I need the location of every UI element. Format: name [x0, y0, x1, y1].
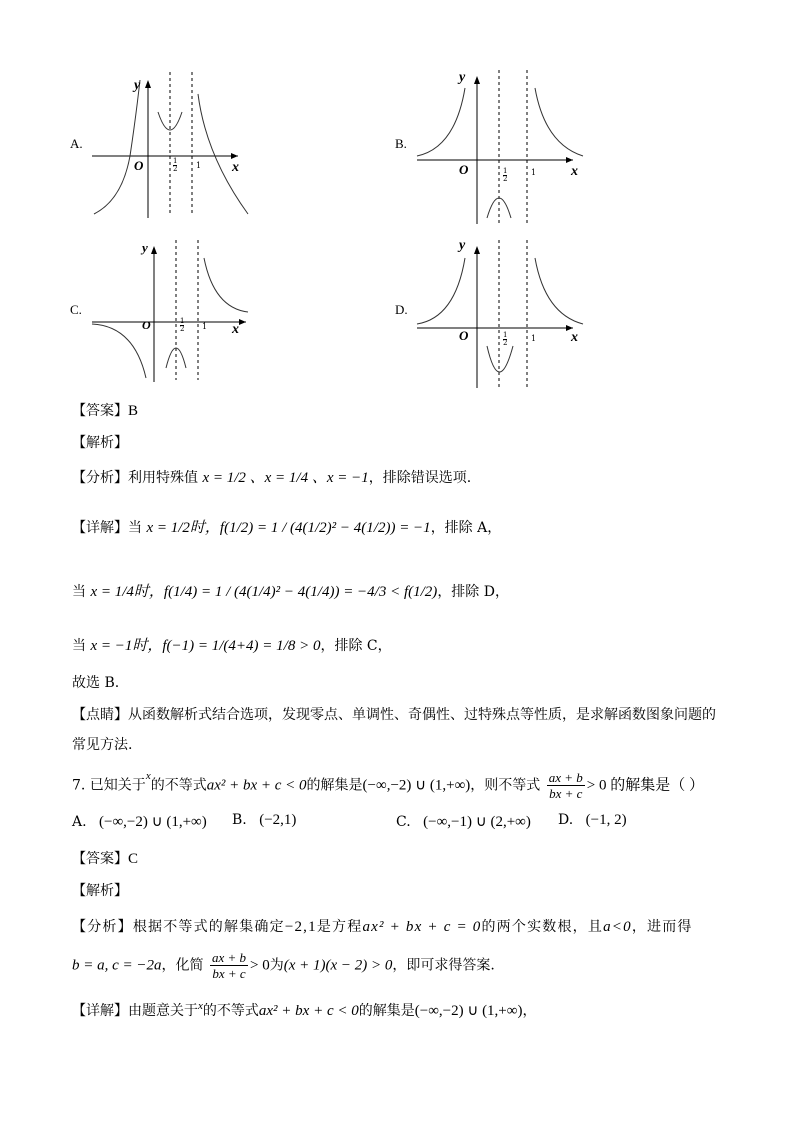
fenxi-2-fraction: $\frac{ax + b}{bx + c}$	[211, 950, 247, 981]
question-7-fraction: $\frac{ax + b}{bx + c}$	[548, 770, 583, 801]
graph-c-origin: O	[142, 318, 151, 332]
fenxi-2-line-2: b = a, c = −2a，化简 $\frac{ax + b}{bx + c}$ > 0为(x + 1)(x − 2) > 0，即可求得答案.	[72, 950, 495, 981]
analysis-1-header: 【解析】	[72, 435, 128, 451]
graph-d-plot	[395, 238, 585, 393]
graph-d-tick-one: 1	[531, 334, 537, 343]
graph-b-tick-one: 1	[531, 168, 537, 177]
question-7-option-c[interactable]: C. (−∞,−1) ∪ (2,+∞)	[396, 814, 531, 830]
xiangjie-1-math-2: x = 1/4时，f(1/4) = 1 / (4(1/4)² − 4(1/4)) = −4/3 < f(1/2)	[90, 584, 438, 600]
graph-b	[395, 68, 585, 228]
graph-b-x-label: x	[571, 164, 578, 179]
graph-b-tick-half: 1 2	[503, 167, 508, 183]
answer-value: B	[128, 403, 139, 419]
graph-d-x-label: x	[571, 330, 578, 345]
answer-tag: 【答案】	[72, 403, 128, 419]
graph-c-label: C.	[70, 302, 82, 317]
xiangjie-1-line-3: 当 x = −1时，f(−1) = 1/(4+4) = 1/8 > 0，排除 C，	[72, 638, 392, 654]
dianjing-1: 【点睛】从函数解析式结合选项，发现零点、单调性、奇偶性、过特殊点等性质，是求解函数图象问题的	[72, 707, 716, 723]
question-7-stem: 7. 已知关于$^x$的不等式ax² + bx + c < 0的解集是(−∞,−2) ∪ (1,+∞)，则不等式 $\frac{ax + b}{bx + c}$ > 0 的解集是（ ）	[72, 770, 704, 801]
graph-c-y-label: y	[142, 240, 148, 255]
analysis-2-header: 【解析】	[72, 883, 128, 899]
graph-c-x-label: x	[232, 322, 239, 337]
graph-d-y-label: y	[459, 238, 466, 253]
graph-b-y-label: y	[459, 70, 466, 85]
graph-a	[70, 70, 250, 220]
graph-a-tick-one: 1	[196, 161, 202, 170]
graph-d-origin: O	[459, 328, 469, 343]
xiangjie-1-line-2: 当 x = 1/4时，f(1/4) = 1 / (4(1/4)² − 4(1/4)) = −4/3 < f(1/2)，排除 D，	[72, 584, 509, 600]
graph-b-plot	[395, 68, 585, 228]
graph-c-tick-half: 1 2	[180, 317, 185, 333]
fenxi-1: 【分析】利用特殊值 x = 1/2 、x = 1/4 、x = −1，排除错误选项.	[72, 470, 472, 486]
graph-a-origin: O	[134, 158, 144, 173]
graph-b-label: B.	[395, 136, 407, 151]
graph-a-y-label: y	[134, 78, 141, 93]
answer-2: 【答案】C	[72, 851, 139, 867]
xiangjie-1-line-4: 故选 B.	[72, 675, 120, 691]
xiangjie-2: 【详解】由题意关于$^x$的不等式ax² + bx + c < 0的解集是(−∞,−2) ∪ (1,+∞)，	[72, 1000, 537, 1019]
graph-d-label: D.	[395, 302, 408, 317]
graph-b-origin: O	[459, 162, 469, 177]
xiangjie-1-math-1: x = 1/2时，f(1/2) = 1 / (4(1/2)² − 4(1/2)) = −1	[146, 520, 431, 536]
graph-a-label: A.	[70, 136, 83, 151]
graph-c-tick-one: 1	[202, 322, 208, 331]
answer-1	[72, 400, 138, 420]
graph-a-tick-half: 1 2	[173, 157, 178, 173]
graph-d-tick-half: 1 2	[503, 331, 508, 347]
graph-a-x-label: x	[232, 160, 239, 175]
fenxi-2-line-1: 【分析】根据不等式的解集确定−2,1是方程ax² + bx + c = 0的两个实数根，且a<0，进而得	[72, 919, 693, 935]
question-7-option-b[interactable]: B. (−2,1)	[232, 812, 297, 828]
graph-c-plot	[70, 238, 260, 388]
graph-c	[70, 238, 260, 388]
fenxi-1-math: x = 1/2 、x = 1/4 、x = −1	[202, 470, 369, 486]
question-7-option-a[interactable]: A. (−∞,−2) ∪ (1,+∞)	[72, 814, 207, 830]
graph-d	[395, 238, 585, 393]
question-7-option-d[interactable]: D. (−1, 2)	[558, 812, 627, 828]
graph-a-plot	[70, 70, 250, 220]
xiangjie-1-line-1: 【详解】当 x = 1/2时，f(1/2) = 1 / (4(1/2)² − 4(1/2)) = −1，排除 A，	[72, 520, 502, 536]
dianjing-1-line-2: 常见方法.	[72, 737, 133, 753]
xiangjie-1-math-3: x = −1时，f(−1) = 1/(4+4) = 1/8 > 0	[90, 638, 321, 654]
